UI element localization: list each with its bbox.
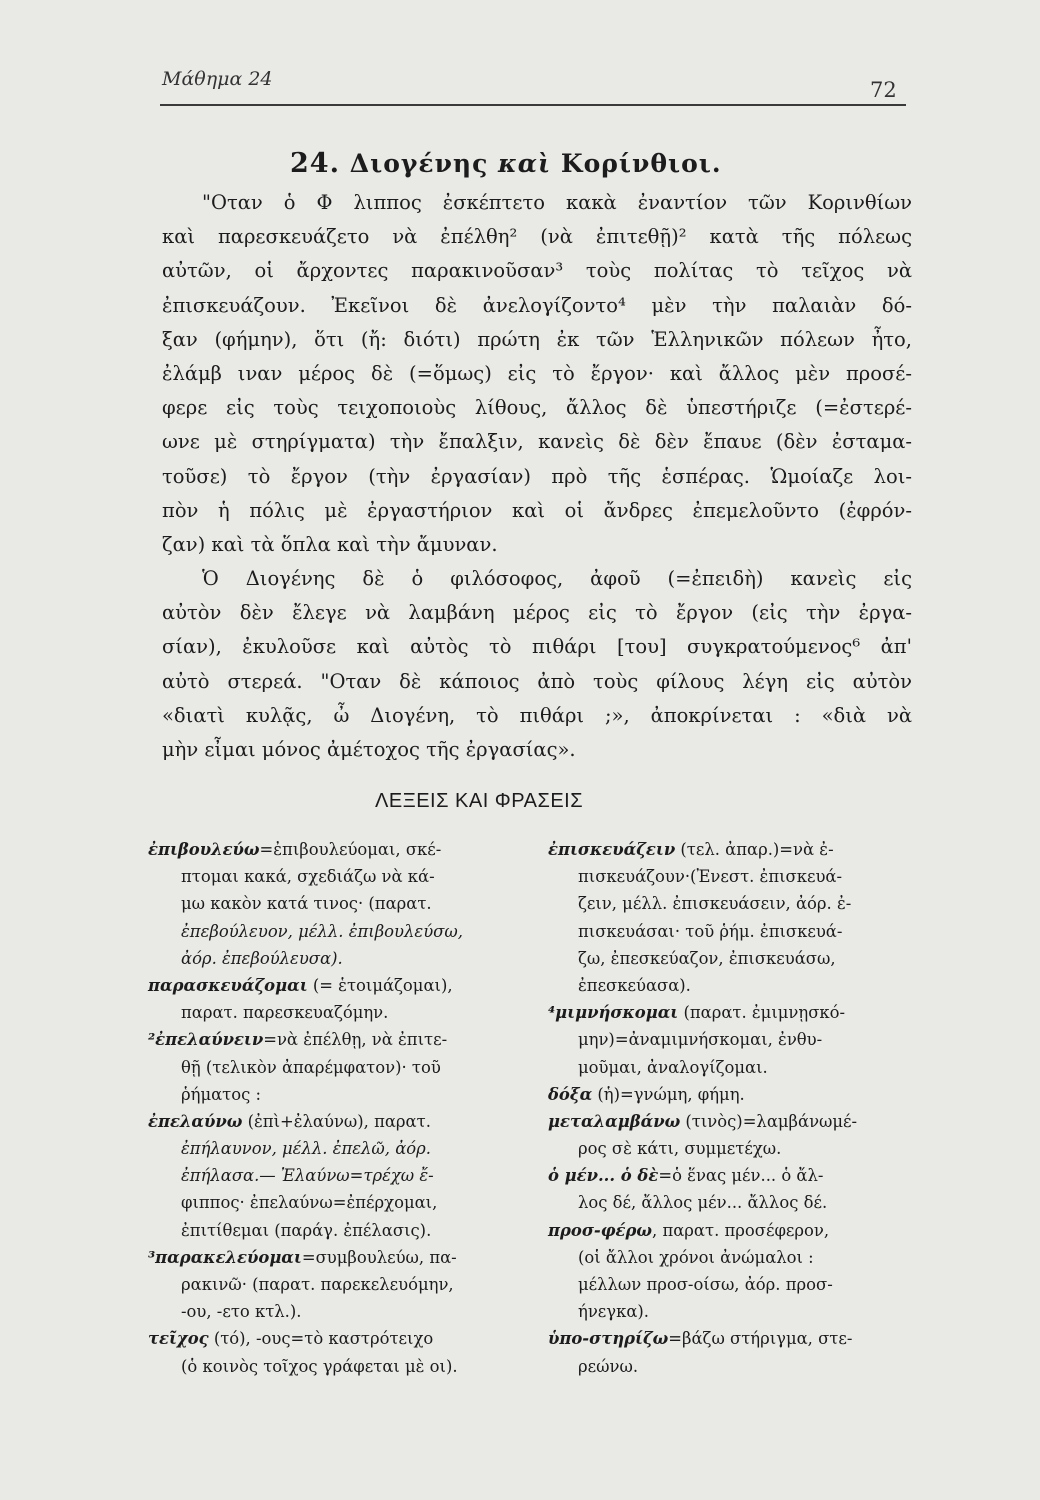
glossary-line: πισκευάσαι· τοῦ ῥήμ. ἐπισκευά-: [578, 921, 843, 941]
body-line: σίαν), ἐκυλοῦσε καὶ αὐτὸς τὸ πιθάρι [του] συγκρατούμενος⁶ ἀπ': [162, 635, 912, 659]
glossary-line: -ου, -ετο κτλ.).: [181, 1302, 302, 1322]
lesson-title: [290, 148, 722, 179]
glossary-line: ἐπιτίθεμαι (παράγ. ἐπέλασις).: [181, 1220, 432, 1240]
glossary-line: ήνεγκα).: [578, 1302, 649, 1322]
body-line: ἐλάμβ ιναν μέρος δὲ (=ὅμως) εἰς τὸ ἔργον· καὶ ἄλλος μὲν προσέ-: [162, 361, 912, 385]
header-rule: [160, 104, 906, 106]
glossary-line: (ὁ κοινὸς τοῖχος γράφεται μὲ οι).: [181, 1356, 458, 1376]
glossary-line: ἐπισκευάζειν (τελ. ἀπαρ.)=νὰ ἐ-: [548, 840, 834, 859]
glossary-line: ἀόρ. ἐπεβούλευσα).: [181, 948, 343, 968]
body-line: μὴν εἶμαι μόνος ἀμέτοχος τῆς ἐργασίας».: [162, 738, 576, 761]
body-line: καὶ παρεσκευάζετο νὰ ἐπέλθη² (νὰ ἐπιτεθῇ)² κατὰ τῆς πόλεως: [162, 225, 912, 249]
glossary-line: ἐπιβουλεύω=ἐπιβουλεύομαι, σκέ-: [148, 840, 442, 859]
body-line: ωνε μὲ στηρίγματα) τὴν ἔπαλξιν, κανεὶς δὲ δὲν ἔπαυε (δὲν ἐσταμα-: [162, 430, 912, 454]
glossary-line: ρεώνω.: [578, 1356, 639, 1376]
glossary-line: πτομαι κακά, σχεδιάζω νὰ κά-: [181, 867, 435, 887]
glossary-line: ρακινῶ· (παρατ. παρεκελευόμην,: [181, 1275, 454, 1294]
title-connector: καὶ: [498, 149, 552, 178]
glossary-line: ⁴μιμνήσκομαι (παρατ. ἐμιμνῃσκό-: [548, 1003, 846, 1023]
body-line: "Οταν ὁ Φ λιππος ἐσκέπτετο κακὰ ἐναντίον τῶν Κορινθίων: [202, 191, 912, 214]
body-line: «διατὶ κυλᾷς, ὦ Διογένη, τὸ πιθάρι ;», ἀποκρίνεται : «διὰ νὰ: [162, 703, 912, 727]
body-line: Ὁ Διογένης δὲ ὁ φιλόσοφος, ἀφοῦ (=ἐπειδὴ) κανεὶς εἰς: [202, 567, 912, 591]
glossary-line: παρασκευάζομαι (= ἑτοιμάζομαι),: [148, 975, 453, 995]
glossary-right-column: [548, 836, 923, 1380]
body-line: πὸν ἡ πόλις μὲ ἐργαστήριον καὶ οἱ ἄνδρες ἐπεμελοῦντο (ἐφρόν-: [162, 498, 912, 522]
glossary-line: δόξα (ἡ)=γνώμη, φήμη.: [548, 1084, 745, 1104]
glossary-line: παρατ. παρεσκευαζόμην.: [181, 1003, 389, 1023]
glossary-line: ζειν, μέλλ. ἐπισκευάσειν, ἀόρ. ἐ-: [578, 894, 852, 914]
glossary-line: ἐπεβούλευον, μέλλ. ἐπιβουλεύσω,: [181, 921, 463, 941]
glossary-line: ρος σὲ κάτι, συμμετέχω.: [578, 1139, 782, 1159]
glossary-line: φιππος· ἐπελαύνω=ἐπέρχομαι,: [181, 1193, 438, 1213]
title-main: Διογένης: [349, 149, 489, 178]
lesson-label: Μάθημα 24: [162, 68, 273, 90]
lesson-body: [162, 186, 912, 767]
glossary-line: ἐπελαύνω (ἐπὶ+ἐλαύνω), παρατ.: [148, 1111, 431, 1131]
glossary-line: ἐπήλαυνον, μέλλ. ἐπελῶ, ἀόρ.: [181, 1139, 431, 1159]
glossary-line: ³παρακελεύομαι=συμβουλεύω, πα-: [148, 1247, 457, 1267]
body-line: τοῦσε) τὸ ἔργον (τὴν ἐργασίαν) πρὸ τῆς ἑσπέρας. Ὡμοίαζε λοι-: [162, 464, 912, 488]
glossary-line: μέλλων προσ-οίσω, ἀόρ. προσ-: [578, 1275, 833, 1294]
glossary-line: μω κακὸν κατά τινος· (παρατ.: [181, 894, 432, 914]
body-line: ἐπισκευάζουν. Ἐκεῖνοι δὲ ἀνελογίζοντο⁴ μὲν τὴν παλαιὰν δό-: [162, 293, 912, 317]
glossary-line: μεταλαμβάνω (τινὸς)=λαμβάνωμέ-: [548, 1111, 858, 1131]
glossary-line: ζω, ἐπεσκεύαζον, ἐπισκευάσω,: [578, 948, 836, 968]
body-line: ξαν (φήμην), ὅτι (ἤ: διότι) πρώτη ἐκ τῶν Ἑλληνικῶν πόλεων ἦτο,: [162, 327, 912, 351]
glossary-line: προσ-φέρω, παρατ. προσέφερον,: [548, 1220, 830, 1240]
glossary-line: ²ἐπελαύνειν=νὰ ἐπέλθῃ, νὰ ἐπιτε-: [148, 1030, 448, 1050]
title-end: Κορίνθιοι.: [560, 149, 722, 178]
glossary-line: ῥήματος :: [181, 1084, 262, 1104]
body-line: αὐτῶν, οἱ ἄρχοντες παρακινοῦσαν³ τοὺς πολίτας τὸ τεῖχος νὰ: [162, 259, 912, 283]
glossary-line: πισκευάζουν·(Ἐνεστ. ἐπισκευά-: [578, 867, 843, 887]
lesson-number: 24.: [290, 148, 340, 179]
body-line: ζαν) καὶ τὰ ὅπλα καὶ τὴν ἄμυναν.: [162, 532, 498, 556]
glossary-line: μοῦμαι, ἀναλογίζομαι.: [578, 1057, 768, 1077]
glossary-title: ΛΕΞΕΙΣ ΚΑΙ ΦΡΑΣΕΙΣ: [375, 790, 584, 812]
glossary-line: τεῖχος (τό), -ους=τὸ καστρότειχο: [148, 1329, 434, 1349]
body-line: φερε εἰς τοὺς τειχοποιοὺς λίθους, ἄλλος δὲ ὑπεστήριζε (=ἐστερέ-: [162, 396, 912, 420]
glossary-line: ἐπήλασα.— Ἐλαύνω=τρέχω ἔ-: [181, 1166, 434, 1186]
glossary-left-column: [148, 836, 508, 1380]
body-line: αὐτὸν δὲν ἔλεγε νὰ λαμβάνη μέρος εἰς τὸ ἔργον (εἰς τὴν ἐργα-: [162, 601, 912, 625]
glossary-line: μην)=ἀναμιμνήσκομαι, ἐνθυ-: [578, 1030, 823, 1050]
glossary-line: ὁ μέν... ὁ δὲ=ὁ ἕνας μέν... ὁ ἄλ-: [548, 1166, 824, 1186]
page-number: 72: [870, 78, 897, 102]
glossary-line: λος δέ, ἄλλος μέν... ἄλλος δέ.: [578, 1193, 828, 1213]
glossary-line: (οἱ ἄλλοι χρόνοι ἀνώμαλοι :: [578, 1247, 814, 1267]
glossary-line: θῇ (τελικὸν ἀπαρέμφατον)· τοῦ: [181, 1057, 441, 1077]
body-line: αὐτὸ στερεά. "Οταν δὲ κάποιος ἀπὸ τοὺς φίλους λέγη εἰς αὐτὸν: [162, 669, 912, 693]
glossary-line: ἐπεσκεύασα).: [578, 975, 691, 995]
glossary-line: ὑπο-στηρίζω=βάζω στήριγμα, στε-: [548, 1329, 853, 1349]
